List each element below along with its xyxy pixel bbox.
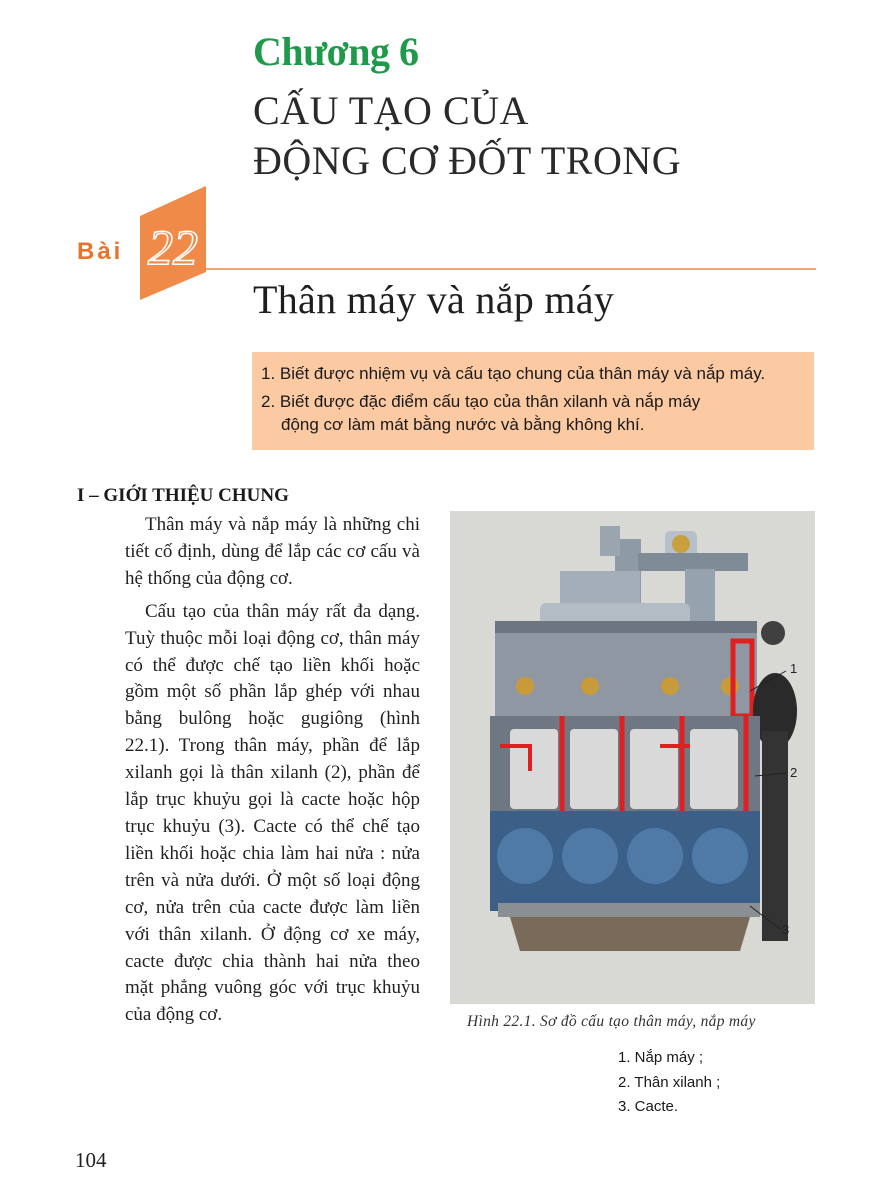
lesson-word: Bài [77, 238, 124, 265]
callout-2: 2 [790, 765, 798, 780]
lesson-number: 22 [148, 219, 198, 275]
objectives-box [252, 352, 814, 450]
chapter-title-line-1: CẤU TẠO CỦA [253, 88, 529, 133]
callout-3: 3 [782, 922, 790, 937]
lesson-title-rule [206, 268, 816, 270]
objective-item-2-line-1: 2. Biết được đặc điểm cấu tạo của thân xilanh và nắp máy [261, 392, 701, 411]
body-paragraph-2: Cấu tạo của thân máy rất đa dạng. Tuỳ thuộc mỗi loại động cơ, thân máy có thể được chế tạo liền khối hoặc gồm một số phần lắp ghép với nhau bằng bulông hoặc gugiông (hình 22.1). Trong thân máy, phần để lắp xilanh gọi là thân xilanh (2), phần để lắp trục khuỷu gọi là cacte hoặc hộp trục khuỷu (3). Cacte có thể chế tạo liền khối hoặc chia làm hai nửa : nửa trên và nửa dưới. Ở một số loại động cơ, nửa trên của cacte được làm liền với thân xilanh. Ở động cơ xe máy, cacte được chia thành hai nửa theo mặt phẳng vuông góc với trục khuỷu của động cơ. [125, 600, 420, 1026]
crankcase [490, 811, 760, 951]
objective-item-1: 1. Biết được nhiệm vụ và cấu tạo chung của thân máy và nắp máy. [261, 364, 766, 383]
objective-item-2 [261, 390, 805, 436]
objective-item-2-line-2: động cơ làm mát bằng nước và bằng không khí. [281, 415, 645, 434]
chapter-title-line-2: ĐỘNG CƠ ĐỐT TRONG [253, 138, 682, 183]
engine-cutaway-figure [450, 511, 815, 1004]
legend-item-2: 2. Thân xilanh ; [618, 1073, 721, 1091]
figure-legend [618, 1046, 720, 1120]
cylinder-head [495, 621, 757, 719]
lesson-title: Thân máy và nắp máy [253, 277, 615, 322]
body-paragraph-1: Thân máy và nắp máy là những chi tiết cố định, dùng để lắp các cơ cấu và hệ thống của động cơ. [125, 514, 420, 589]
lesson-number-badge [140, 186, 206, 300]
page-number: 104 [75, 1148, 107, 1172]
body-text [125, 512, 420, 1029]
legend-item-1: 1. Nắp máy ; [618, 1049, 704, 1066]
legend-item-3: 3. Cacte. [618, 1098, 679, 1115]
figure-caption: Hình 22.1. Sơ đồ cấu tạo thân máy, nắp máy [467, 1013, 756, 1030]
chapter-title [253, 86, 681, 186]
section-heading: I – GIỚI THIỆU CHUNG [77, 485, 289, 506]
chapter-label: Chương 6 [253, 29, 419, 74]
callout-1: 1 [790, 661, 798, 676]
